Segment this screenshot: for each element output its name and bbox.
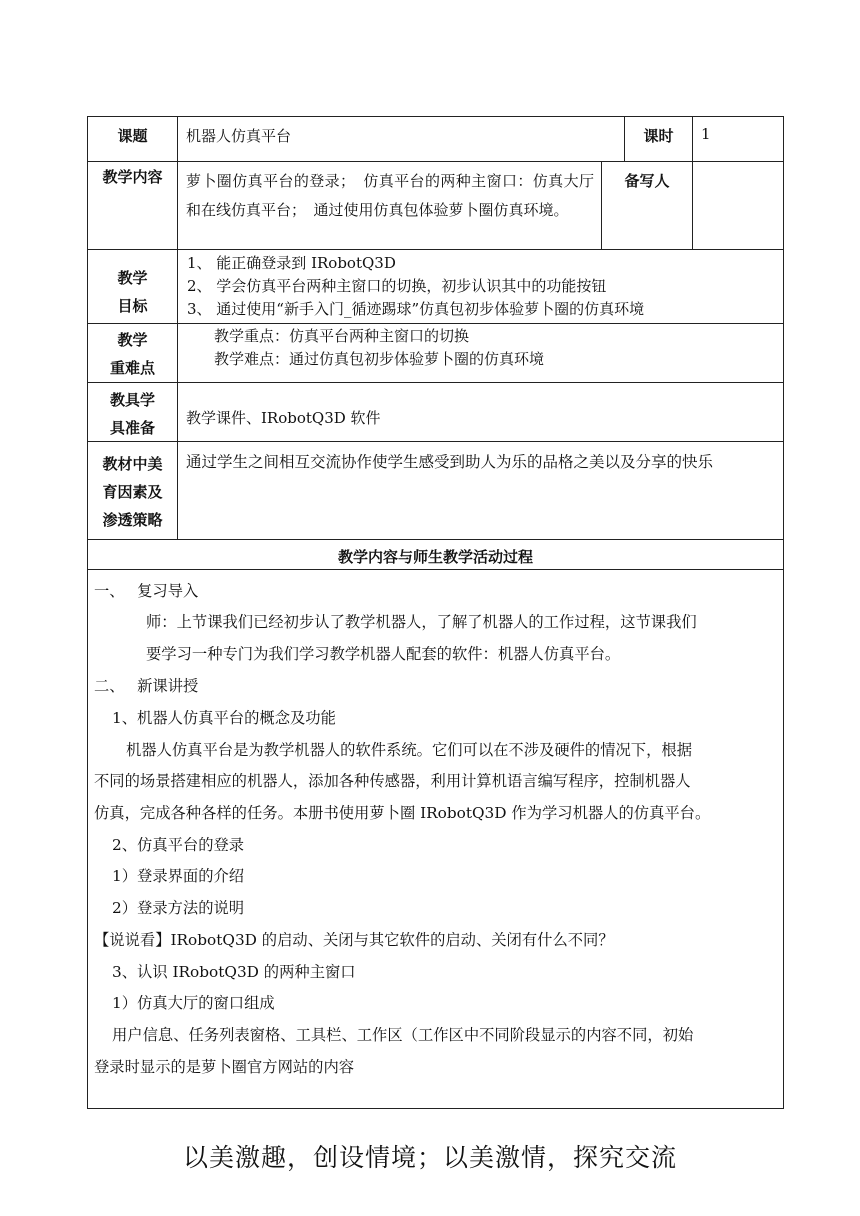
hline-2 <box>87 249 784 250</box>
tools-label <box>88 386 177 442</box>
hours-label: 课时 <box>643 127 674 145</box>
subsection-login: 2、仿真平台的登录 <box>112 836 245 854</box>
concept-para-line2: 不同的场景搭建相应的机器人，添加各种传感器，利用计算机语言编写程序，控制机器人 <box>94 772 691 790</box>
windows-para-line2: 登录时显示的是萝卜圈官方网站的内容 <box>94 1058 355 1076</box>
tools-text: 教学课件、IRobotQ3D 软件 <box>186 409 381 427</box>
process-title: 教学内容与师生教学活动过程 <box>337 548 533 566</box>
windows-para-line1: 用户信息、任务列表窗格、工具栏、工作区（工作区中不同阶段显示的内容不同，初始 <box>112 1026 694 1044</box>
keypoints-label-line1: 教学 <box>117 331 148 349</box>
concept-para-line3: 仿真，完成各种各样的任务。本册书使用萝卜圈 IRobotQ3D 作为学习机器人的仿真平台。 <box>94 804 711 822</box>
teacher-intro-line2: 要学习一种专门为我们学习教学机器人配套的软件：机器人仿真平台。 <box>146 645 621 663</box>
tools-label-line2: 具准备 <box>109 419 155 437</box>
vline-label <box>177 116 178 540</box>
content-text: 萝卜圈仿真平台的登录； 仿真平台的两种主窗口：仿真大厅和在线仿真平台； 通过使用仿真包体验萝卜圈仿真环境。 <box>186 172 594 219</box>
keypoints-list <box>214 325 544 371</box>
hline-1 <box>87 161 784 162</box>
subsection-concept: 1、机器人仿真平台的概念及功能 <box>112 709 336 727</box>
hline-5 <box>87 441 784 442</box>
content-label: 教学内容 <box>102 168 163 186</box>
goals-label-line2: 目标 <box>117 297 148 315</box>
writer-label: 备写人 <box>624 172 670 190</box>
concept-para-line1: 机器人仿真平台是为教学机器人的软件系统。它们可以在不涉及硬件的情况下，根据 <box>126 741 692 759</box>
aesthetic-label <box>88 450 177 534</box>
footer-slogan: 以美激趣，创设情境；以美激情，探究交流 <box>182 1143 677 1172</box>
section-review-heading: 一、 复习导入 <box>94 582 199 600</box>
goals-label-line1: 教学 <box>117 269 148 287</box>
vline-writer-right <box>692 161 693 250</box>
teacher-intro-line1: 师：上节课我们已经初步认了教学机器人，了解了机器人的工作过程，这节课我们 <box>146 613 697 631</box>
subsection-windows: 3、认识 IRobotQ3D 的两种主窗口 <box>112 963 356 981</box>
hline-top <box>87 116 784 117</box>
section-new-lesson-heading: 二、 新课讲授 <box>94 677 199 695</box>
aesthetic-label-line1: 教材中美 <box>102 455 163 473</box>
topic-label: 课题 <box>117 127 148 145</box>
keypoints-label <box>88 326 177 382</box>
keypoints-label-line2: 重难点 <box>109 359 155 377</box>
vline-right <box>783 116 784 1109</box>
aesthetic-label-line2: 育因素及 <box>102 483 163 501</box>
aesthetic-text: 通过学生之间相互交流协作使学生感受到助人为乐的品格之美以及分享的快乐 <box>186 453 714 471</box>
keypoint-item: 教学重点：仿真平台两种主窗口的切换 <box>214 327 470 345</box>
tools-label-line1: 教具学 <box>109 391 155 409</box>
login-item-2: 2）登录方法的说明 <box>112 899 245 917</box>
aesthetic-label-line3: 渗透策略 <box>102 511 163 529</box>
discussion-prompt: 【说说看】IRobotQ3D 的启动、关闭与其它软件的启动、关闭有什么不同？ <box>94 931 614 949</box>
goals-list <box>187 252 644 321</box>
hline-bottom <box>87 1108 784 1109</box>
hline-6 <box>87 539 784 540</box>
goals-label <box>88 264 177 320</box>
hline-4 <box>87 382 784 383</box>
goal-item: 3、 通过使用“新手入门_循迹踢球”仿真包初步体验萝卜圈的仿真环境 <box>187 300 645 318</box>
goal-item: 1、 能正确登录到 IRobotQ3D <box>187 254 396 272</box>
keypoint-item: 教学难点：通过仿真包初步体验萝卜圈的仿真环境 <box>214 350 545 368</box>
windows-item-1: 1）仿真大厅的窗口组成 <box>112 994 275 1012</box>
hours-value: 1 <box>701 125 711 143</box>
vline-hours-right <box>692 116 693 162</box>
login-item-1: 1）登录界面的介绍 <box>112 867 245 885</box>
hline-7 <box>87 569 784 570</box>
hline-3 <box>87 323 784 324</box>
goal-item: 2、 学会仿真平台两种主窗口的切换，初步认识其中的功能按钮 <box>187 277 607 295</box>
topic-value: 机器人仿真平台 <box>186 127 292 145</box>
